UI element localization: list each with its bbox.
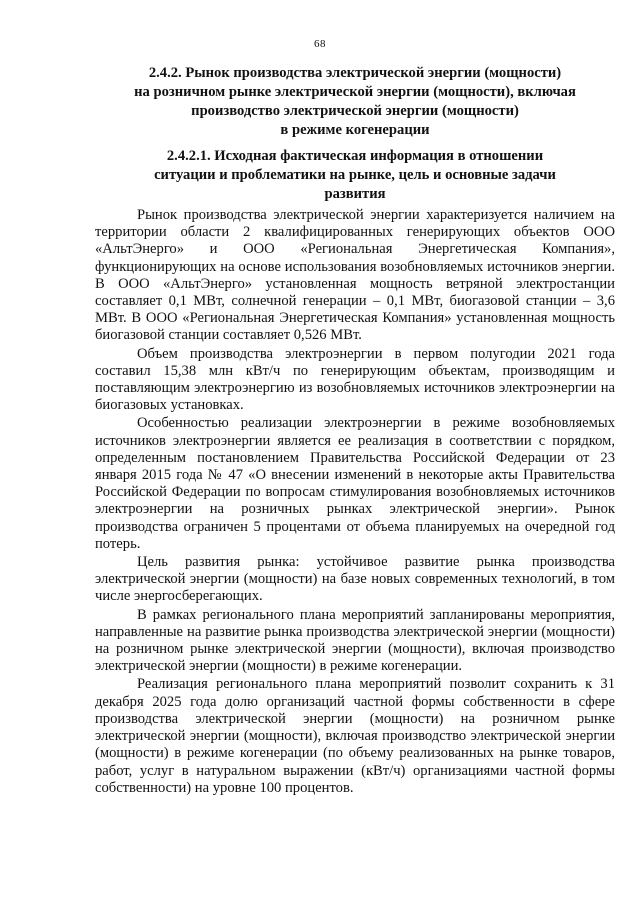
paragraph-market-goal: Цель развития рынка: устойчивое развитие рынка производства электрической энергии (мощности) на базе новых современных технологий, в том числе энергосберегающих. bbox=[95, 554, 615, 605]
section-heading-line: 2.4.2. Рынок производства электрической энергии (мощности) bbox=[148, 65, 562, 81]
subsection-heading-line: ситуации и проблематики на рынке, цель и основные задачи bbox=[154, 167, 556, 183]
section-heading-line: в режиме когенерации bbox=[280, 122, 430, 138]
subsection-heading-line: развития bbox=[324, 186, 386, 202]
body-text bbox=[95, 207, 615, 797]
section-heading-line: на розничном рынке электрической энергии (мощности), включая bbox=[134, 84, 576, 100]
subsection-heading bbox=[95, 147, 615, 204]
paragraph-sales-feature: Особенностью реализации электроэнергии в режиме возобновляемых источников электроэнергии является ее реализация в соответствии с порядком, определенным постановлением Правительства Российской Федерации от 23 января 2015 года № 47 «О внесении изменений в некоторые акты Правительства Российской Федерации по вопросам стимулирования возобновляемых источников электроэнергии на розничных рынках электрической энергии». Рынок производства ограничен 5 процентами от объема планируемых на очередной год потерь. bbox=[95, 415, 615, 552]
paragraph-production-volume: Объем производства электроэнергии в первом полугодии 2021 года составил 15,38 млн кВт/ч по генерирующим объектам, производящим и поставляющим электроэнергию из возобновляемых источников электроэнергии на биогазовых установках. bbox=[95, 345, 615, 414]
paragraph-plan-outcome: Реализация регионального плана мероприятий позволит сохранить к 31 декабря 2025 года долю организаций частной формы собственности в сфере производства электрической энергии (мощности) на розничном рынке электрической энергии (мощности), включая производство электрической энергии (мощности) в режиме когенерации (по объему реализованных на рынке товаров, работ, услуг в натуральном выражении (кВт/ч) организациями частной формы собственности) на уровне 100 процентов. bbox=[95, 676, 615, 796]
page-number: 68 bbox=[314, 38, 326, 50]
subsection-heading-line: 2.4.2.1. Исходная фактическая информация в отношении bbox=[166, 148, 544, 164]
section-heading bbox=[95, 64, 615, 140]
paragraph-regional-plan: В рамках регионального плана мероприятий запланированы мероприятия, направленные на развитие рынка производства электрической энергии (мощности) на розничном рынке электрической энергии (мощности), включая производство электрической энергии (мощности) в режиме когенерации. bbox=[95, 606, 615, 675]
section-heading-line: производство электрической энергии (мощности) bbox=[191, 103, 519, 119]
paragraph-market-overview: Рынок производства электрической энергии характеризуется наличием на территории области 2 квалифицированных генерирующих объектов ООО «АльтЭнерго» и ООО «Региональная Энергетическая Компания», функционирующих на основе использования возобновляемых источников энергии. В ООО «АльтЭнерго» установленная мощность ветряной электростанции составляет 0,1 МВт, солнечной генерации – 0,1 МВт, биогазовой станции – 3,6 МВт. В ООО «Региональная Энергетическая Компания» установленная мощность биогазовой станции составляет 0,526 МВт. bbox=[95, 207, 615, 344]
